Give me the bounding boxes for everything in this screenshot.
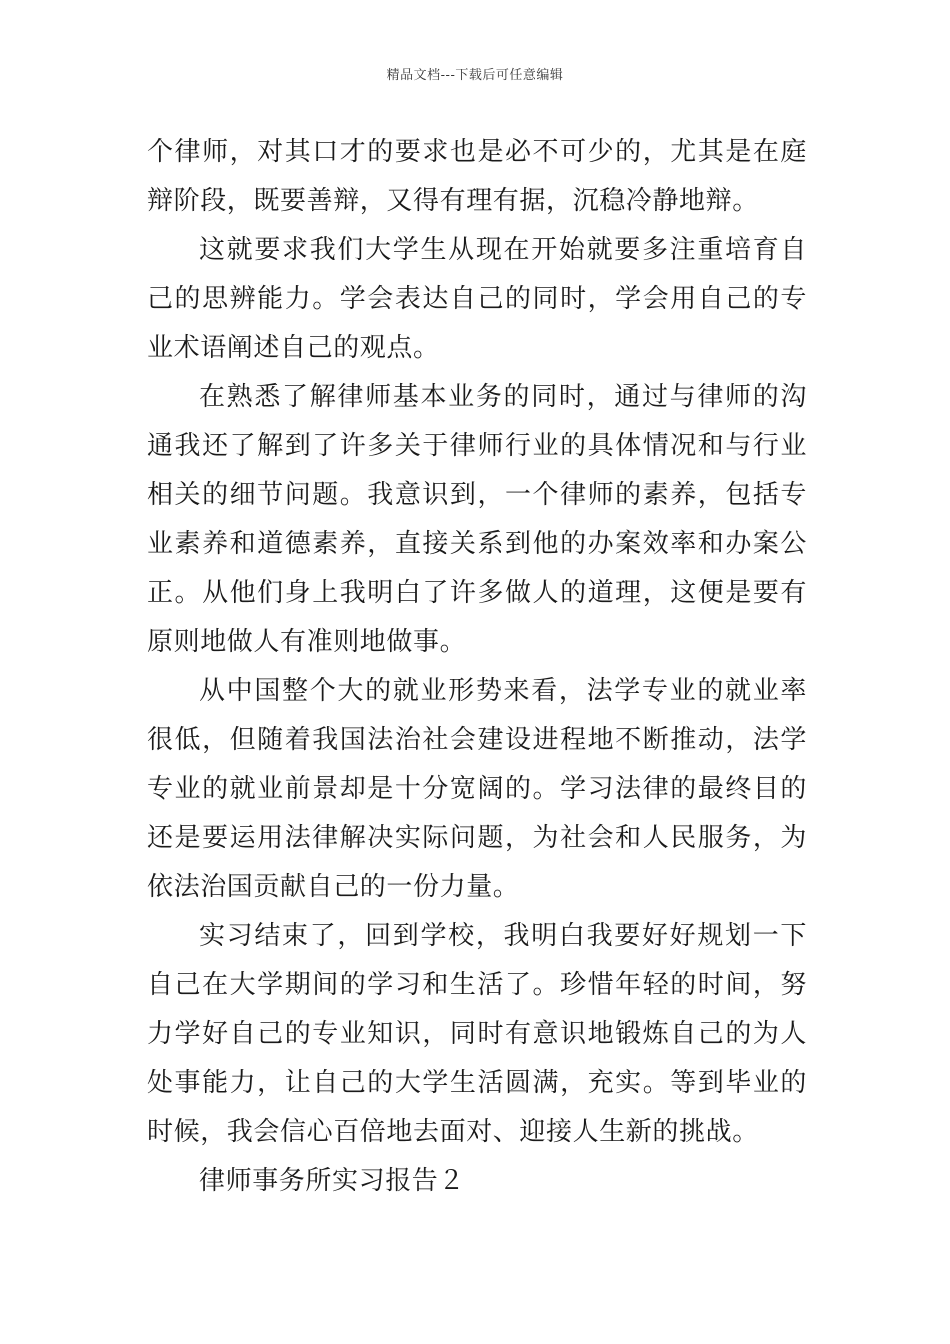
page-header: 精品文档---下载后可任意编辑 bbox=[386, 68, 564, 83]
paragraph-5: 实习结束了，回到学校，我明白我要好好规划一下自己在大学期间的学习和生活了。珍惜年轻的时间，努力学好自己的专业知识，同时有意识地锻炼自己的为人处事能力，让自己的大学生活圆满，充实。等到毕业的时候，我会信心百倍地去面对、迎接人生新的挑战。 bbox=[147, 921, 807, 1147]
paragraph-1: 个律师，对其口才的要求也是必不可少的，尤其是在庭辩阶段，既要善辩，又得有理有据，沉稳冷静地辩。 bbox=[147, 137, 807, 216]
section-title: 律师事务所实习报告２ bbox=[199, 1166, 466, 1196]
paragraph-3: 在熟悉了解律师基本业务的同时，通过与律师的沟通我还了解到了许多关于律师行业的具体情况和与行业相关的细节问题。我意识到，一个律师的素养，包括专业素养和道德素养，直接关系到他的办案效率和办案公正。从他们身上我明白了许多做人的道理，这便是要有原则地做人有准则地做事。 bbox=[147, 382, 807, 657]
paragraph-2: 这就要求我们大学生从现在开始就要多注重培育自己的思辨能力。学会表达自己的同时，学会用自己的专业术语阐述自己的观点。 bbox=[147, 235, 807, 363]
document-body bbox=[147, 128, 807, 1206]
paragraph-4: 从中国整个大的就业形势来看，法学专业的就业率很低，但随着我国法治社会建设进程地不断推动，法学专业的就业前景却是十分宽阔的。学习法律的最终目的还是要运用法律解决实际问题，为社会和人民服务，为依法治国贡献自己的一份力量。 bbox=[147, 676, 807, 902]
